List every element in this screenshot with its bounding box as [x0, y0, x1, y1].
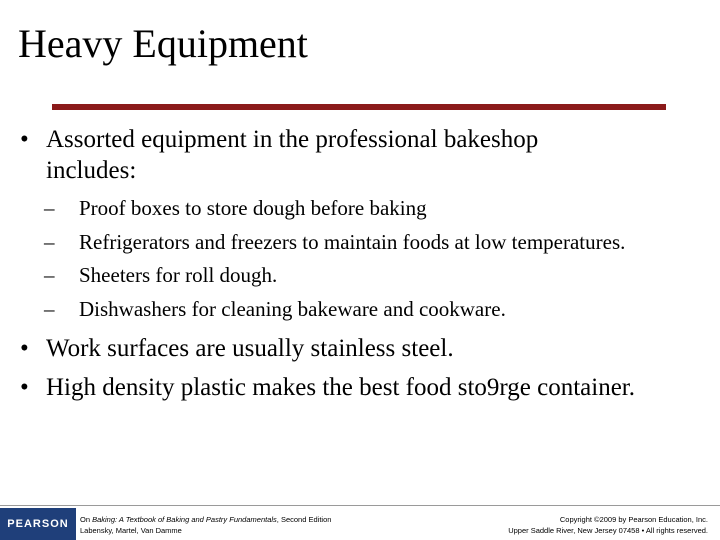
copyright-notice	[508, 514, 708, 536]
sub-dash: –	[44, 263, 55, 287]
sub-text: Dishwashers for cleaning bakeware and cookware.	[79, 297, 506, 321]
sub-text: Sheeters for roll dough.	[79, 263, 278, 287]
bullet-text: includes:	[46, 157, 137, 184]
sub-text: Proof boxes to store dough before baking	[79, 196, 427, 220]
pearson-logo: PEARSON	[0, 508, 76, 540]
sub-dash: –	[44, 196, 55, 220]
bullet-dot: •	[20, 374, 29, 401]
book-authors: Labensky, Martel, Van Damme	[80, 526, 182, 535]
book-edition: , Second Edition	[276, 515, 332, 524]
bullet-text: Assorted equipment in the professional bakeshop	[46, 126, 539, 153]
title-divider	[52, 104, 666, 110]
footer-divider	[0, 505, 720, 506]
book-prefix: On	[80, 515, 93, 524]
sub-dash: –	[44, 230, 55, 254]
bullet-text: Work surfaces are usually stainless steel.	[46, 335, 454, 362]
sub-text: Refrigerators and freezers to maintain foods at low temperatures.	[79, 230, 626, 254]
book-title: Baking: A Textbook of Baking and Pastry Fundamentals	[92, 515, 277, 524]
copyright-line-1: Copyright ©2009 by Pearson Education, Inc.	[559, 515, 708, 524]
bullet-text: High density plastic makes the best food sto9rge container.	[46, 374, 636, 401]
book-title-line	[80, 514, 331, 525]
bullet-dot: •	[20, 126, 29, 153]
bullet-dot: •	[20, 335, 29, 362]
sub-dash: –	[44, 297, 55, 321]
copyright-line-2: Upper Saddle River, New Jersey 07458 • All rights reserved.	[508, 526, 708, 535]
book-citation	[80, 514, 331, 536]
slide-title: Heavy Equipment	[18, 21, 308, 66]
